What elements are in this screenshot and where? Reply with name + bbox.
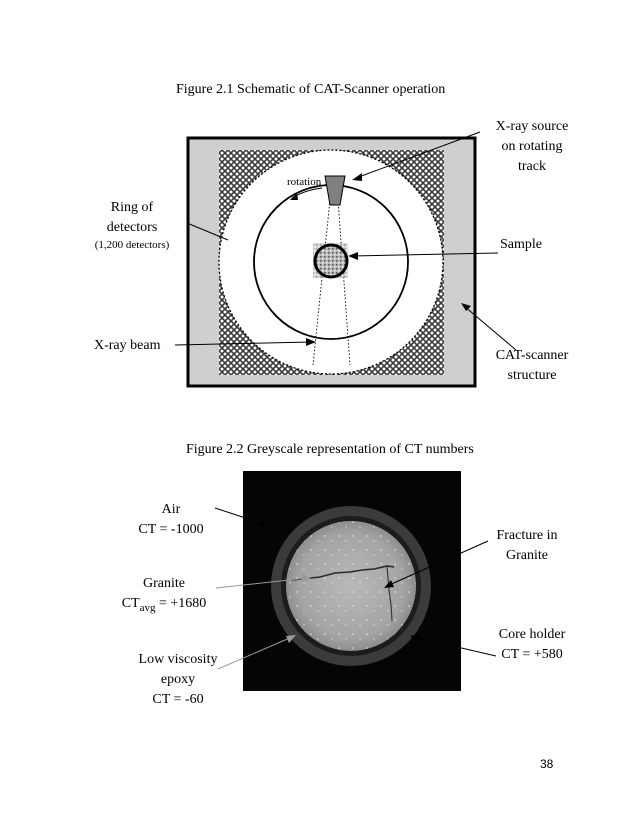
label-air: Air CT = -1000 <box>138 502 204 537</box>
label-ring-of-detectors: Ring of detectors (1,200 detectors) <box>94 200 170 251</box>
label-rotation: rotation <box>287 176 322 188</box>
sample <box>315 245 347 277</box>
label-sample: Sample <box>500 237 542 252</box>
label-xray-beam: X-ray beam <box>94 338 161 353</box>
figure1-caption: Figure 2.1 Schematic of CAT-Scanner operation <box>176 82 446 97</box>
figure2-caption: Figure 2.2 Greyscale representation of CT numbers <box>186 442 474 457</box>
label-scanner-structure: CAT-scanner structure <box>495 348 569 383</box>
label-core-holder: Core holder CT = +580 <box>498 627 566 662</box>
label-epoxy: Low viscosity epoxy CT = -60 <box>138 652 218 707</box>
label-xray-source: X-ray source on rotating track <box>495 119 569 174</box>
label-fracture: Fracture in Granite <box>496 528 558 563</box>
label-granite: Granite $CT_{avg} = +1680$ <box>121 576 207 614</box>
page-number: 38 <box>540 757 554 771</box>
